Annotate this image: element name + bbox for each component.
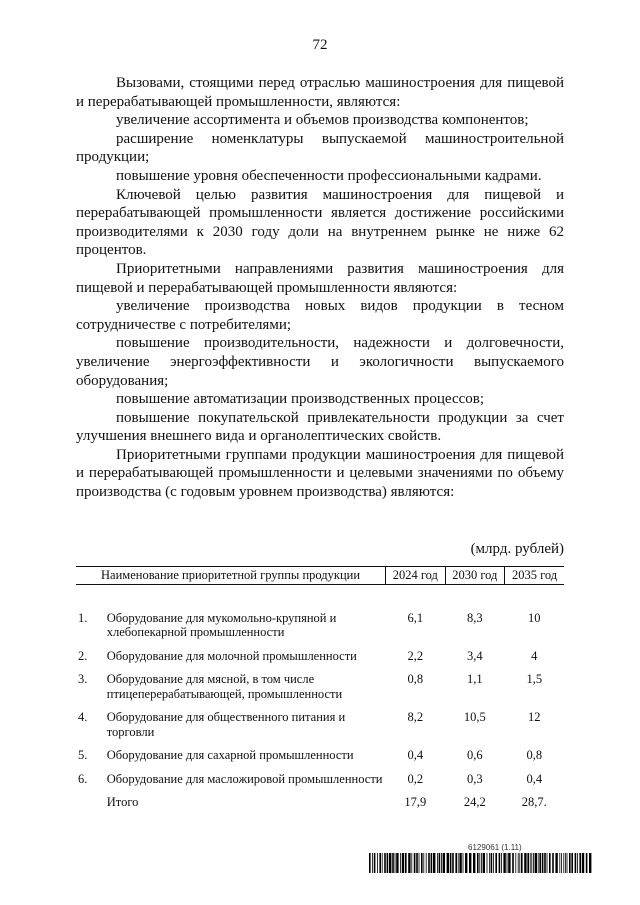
total-value-2024: 17,9: [404, 795, 427, 809]
table-units: (млрд. рублей): [470, 541, 564, 557]
table-row: [76, 745, 564, 769]
row-value-2030: 0,6: [467, 748, 483, 762]
paragraph: повышение уровня обеспеченности профессиональными кадрами.: [116, 167, 542, 184]
row-name: Оборудование для общественного питания и торговли: [106, 710, 346, 739]
paragraph: Ключевой целью развития машиностроения для пищевой и перерабатывающей промышленности является достижение российскими производителями к 2030 году доли на внутреннем рынке не ниже 62 процентов.: [76, 186, 564, 259]
row-value-2035: 4: [531, 648, 538, 663]
paragraph: расширение номенклатуры выпускаемой машиностроительной продукции;: [76, 130, 564, 166]
document-code: 6129061 (1.11): [468, 843, 522, 852]
row-value-2035: 1,5: [526, 672, 543, 686]
barcode-image: [369, 853, 592, 873]
row-value-2035: 10: [528, 610, 541, 625]
page-number: 72: [312, 37, 328, 53]
row-value-2024: 0,8: [407, 672, 424, 686]
table-header-row: [76, 567, 564, 585]
total-label: Итого: [106, 795, 139, 809]
body-text: [76, 74, 564, 502]
row-value-2024: 6,1: [407, 610, 424, 625]
row-name: Оборудование для молочной промышленности: [106, 648, 357, 663]
table-row: [76, 584, 564, 646]
total-value-2035: 28,7.: [521, 795, 547, 809]
row-number: 3.: [78, 672, 88, 686]
header-2030: 2030 год: [445, 567, 505, 585]
row-value-2024: 0,2: [407, 771, 424, 786]
row-value-2030: 3,4: [467, 648, 483, 663]
paragraph: повышение производительности, надежности и долговечности, увеличение энергоэффективности и экологичности выпускаемого оборудования;: [76, 335, 564, 389]
row-value-2024: 0,4: [407, 748, 424, 762]
row-number: 6.: [78, 771, 88, 786]
row-number: 2.: [78, 648, 88, 663]
row-number: 4.: [78, 710, 88, 724]
total-value-2030: 24,2: [463, 795, 486, 809]
paragraph: Вызовами, стоящими перед отраслью машиностроения для пищевой и перерабатывающей промышленности, являются:: [76, 75, 564, 110]
table-row: [76, 769, 564, 793]
row-value-2030: 8,3: [467, 610, 483, 625]
row-value-2035: 0,4: [526, 771, 543, 786]
header-2024: 2024 год: [386, 567, 446, 585]
paragraph: увеличение производства новых видов продукции в тесном сотрудничестве с потребителями;: [76, 298, 564, 333]
row-number: 5.: [78, 748, 88, 762]
paragraph: повышение автоматизации производственных процессов;: [116, 391, 485, 408]
header-name: Наименование приоритетной группы продукции: [76, 567, 386, 585]
row-value-2024: 8,2: [407, 710, 424, 724]
row-name: Оборудование для сахарной промышленности: [106, 748, 354, 762]
table-total-row: [76, 792, 564, 816]
paragraph: увеличение ассортимента и объемов производства компонентов;: [116, 112, 529, 129]
row-name: Оборудование для мясной, в том числе птицеперерабатывающей, промышленности: [106, 672, 343, 701]
table-row: [76, 669, 564, 707]
row-name: Оборудование для мукомольно-крупяной и хлебопекарной промышленности: [106, 610, 337, 639]
row-value-2024: 2,2: [407, 648, 424, 663]
row-value-2030: 0,3: [467, 771, 483, 786]
row-name: Оборудование для масложировой промышленности: [106, 771, 383, 786]
header-2035: 2035 год: [505, 567, 564, 585]
row-value-2030: 10,5: [463, 710, 486, 724]
paragraph: повышение покупательской привлекательности продукции за счет улучшения внешнего вида и органолептических свойств.: [76, 409, 564, 445]
row-value-2035: 0,8: [526, 748, 543, 762]
table-row: [76, 707, 564, 745]
row-value-2030: 1,1: [467, 672, 483, 686]
paragraph: Приоритетными направлениями развития машиностроения для пищевой и перерабатывающей промышленности являются:: [76, 260, 564, 296]
row-number: 1.: [78, 610, 88, 625]
row-value-2035: 12: [528, 710, 541, 724]
paragraph: Приоритетными группами продукции машиностроения для пищевой и перерабатывающей промышленности и целевыми значениями по объему производства (с годовым уровнем производства) являются:: [76, 446, 564, 501]
production-table: [76, 566, 564, 816]
table-row: [76, 646, 564, 670]
